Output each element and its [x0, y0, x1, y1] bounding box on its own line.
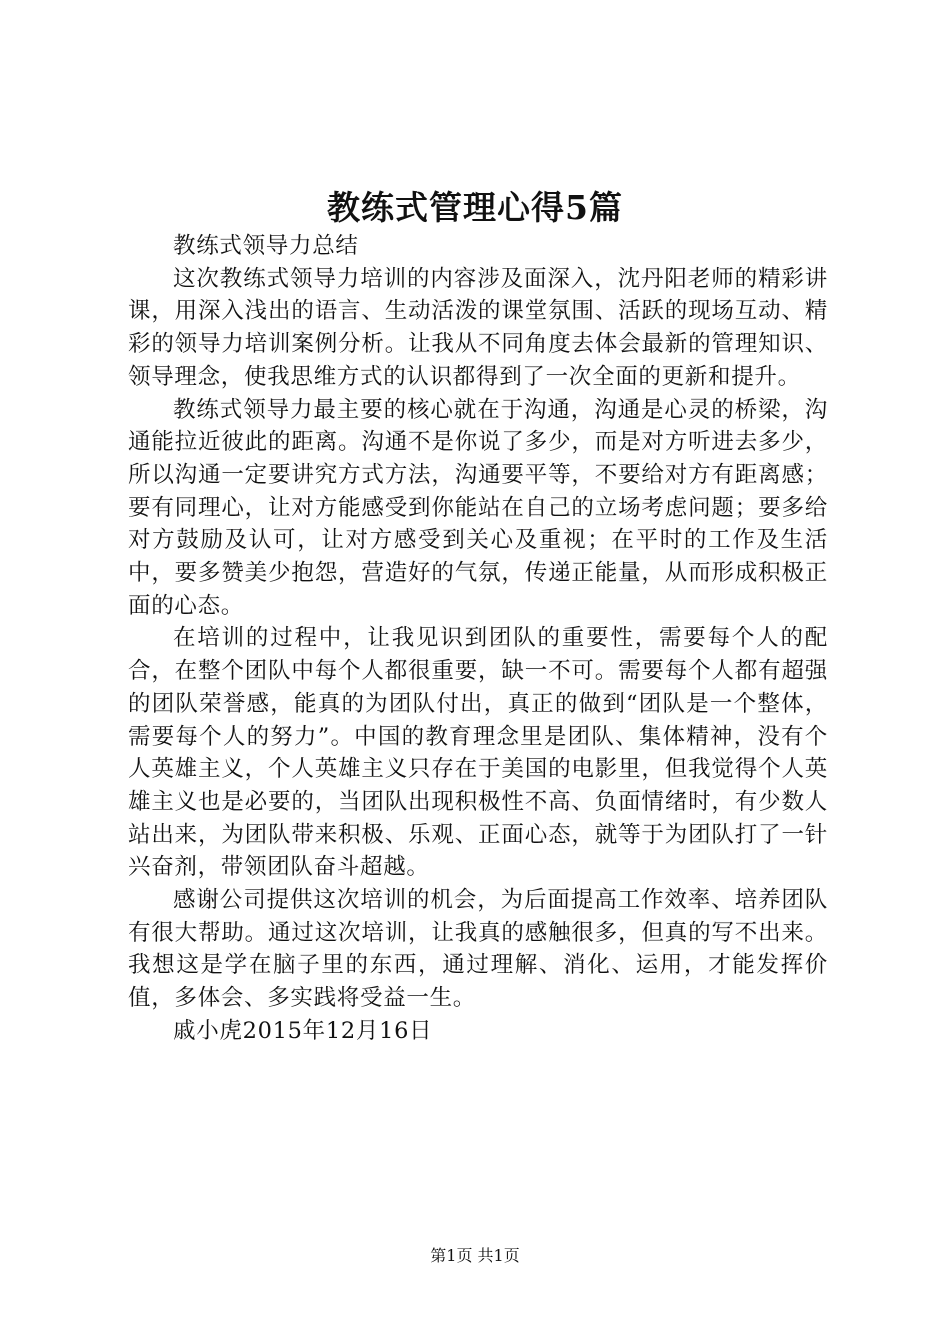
- paragraph: 感谢公司提供这次培训的机会，为后面提高工作效率、培养团队有很大帮助。通过这次培训，让我真的感触很多，但真的写不出来。我想这是学在脑子里的东西，通过理解、消化、运用，才能发挥价值，多体会、多实践将受益一生。: [128, 887, 828, 1012]
- document-title: 教练式管理心得5篇: [327, 188, 623, 227]
- paragraph: 这次教练式领导力培训的内容涉及面深入，沈丹阳老师的精彩讲课，用深入浅出的语言、生动活泼的课堂氛围、活跃的现场互动、精彩的领导力培训案例分析。让我从不同角度去体会最新的管理知识、领导理念，使我思维方式的认识都得到了一次全面的更新和提升。: [128, 265, 828, 390]
- paragraph: 教练式领导力最主要的核心就在于沟通，沟通是心灵的桥梁，沟通能拉近彼此的距离。沟通不是你说了多少，而是对方听进去多少，所以沟通一定要讲究方式方法，沟通要平等，不要给对方有距离感；要有同理心，让对方能感受到你能站在自己的立场考虑问题；要多给对方鼓励及认可，让对方感受到关心及重视；在平时的工作及生活中，要多赞美少抱怨，营造好的气氛，传递正能量，从而形成积极正面的心态。: [128, 396, 828, 619]
- signature-line: 戚小虎2015年12月16日: [173, 1017, 433, 1044]
- paragraph: 在培训的过程中，让我见识到团队的重要性，需要每个人的配合，在整个团队中每个人都很重要，缺一不可。需要每个人都有超强的团队荣誉感，能真的为团队付出，真正的做到“团队是一个整体，需要每个人的努力”。中国的教育理念里是团队、集体精神，没有个人英雄主义，个人英雄主义只存在于美国的电影里，但我觉得个人英雄主义也是必要的，当团队出现积极性不高、负面情绪时，有少数人站出来，为团队带来积极、乐观、正面心态，就等于为团队打了一针兴奋剂，带领团队奋斗超越。: [128, 625, 828, 881]
- page-footer: 第1页 共1页: [430, 1246, 520, 1265]
- section-heading: 教练式领导力总结: [173, 233, 359, 259]
- document-body: [128, 230, 828, 1048]
